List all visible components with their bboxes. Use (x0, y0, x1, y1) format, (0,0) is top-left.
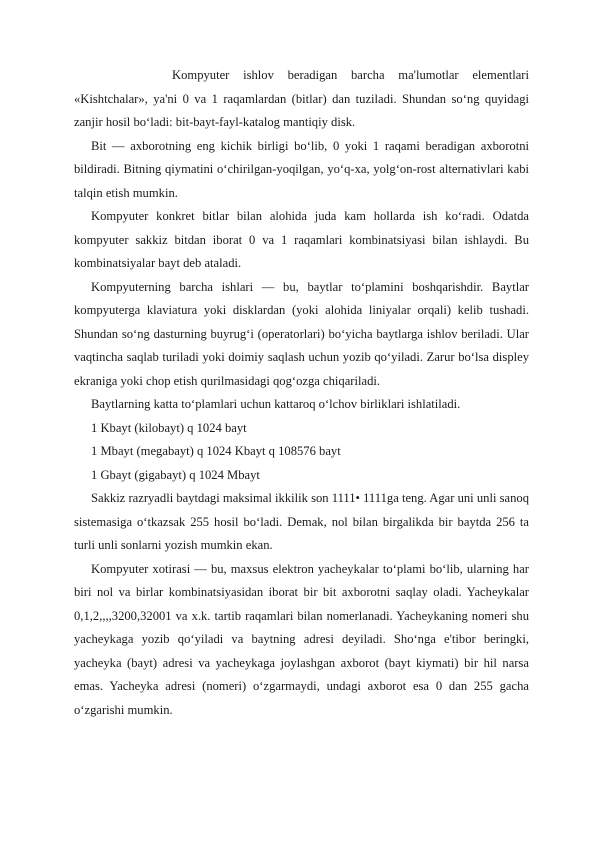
paragraph-memory: Kompyuter xotirasi — bu, maxsus elektron yacheykalar to‘plami bo‘lib, ularning har biri nol va birlar kombinatsiyasidan iborat bir bit axborotni saqlay oladi. Yacheykalar 0,1,2,,,,3200,32001 va x.k. tartib raqamlari bilan nomerlanadi. Yacheykaning nomeri shu yacheykaga yozib qo‘yiladi va baytning adresi deyiladi. Sho‘nga e'tibor beringki, yacheyka (bayt) adresi va yacheykaga joylashgan axborot (bayt kiymati) bir hil narsa emas. Yacheyka adresi (nomeri) o‘zgarmaydi, undagi axborot esa 0 dan 255 gacha o‘zgarishi mumkin. (74, 561, 529, 717)
paragraph-byte-processing: Kompyuterning barcha ishlari — bu, baytlar to‘plamini boshqarishdir. Baytlar kompyuterga klaviatura yoki disklardan (yoki alohida liniyalar orqali) kelib tushadi. Shundan so‘ng dasturning buyrug‘i (operatorlari) bo‘yicha baytlarga ishlov beriladi. Ular vaqtincha saqlab turiladi yoki doimiy saqlash uchun yozib qo‘yiladi. Zarur bo‘lsa displey ekraniga yoki chop etish qurilmasidagi qog‘ozga chiqariladi. (74, 279, 529, 388)
document-page (74, 64, 529, 722)
paragraph-bit-structure: Kompyuter ishlov beradigan barcha ma'lumotlar elementlari «Kishtchalar», ya'ni 0 va 1 raqamlardan (bitlar) dan tuziladi. Shundan so‘ng quyidagi zanjir hosil bo‘ladi: bit-bayt-fayl-katalog mantiqiy disk. (74, 68, 529, 129)
paragraph-units-intro: Baytlarning katta to‘plamlari uchun kattaroq o‘lchov birliklari ishlatiladi. (91, 397, 461, 411)
paragraph-byte-definition: Kompyuter konkret bitlar bilan alohida juda kam hollarda ish ko‘radi. Odatda kompyuter sakkiz bitdan iborat 0 va 1 raqamlari kombinatsiyasi bilan ishlaydi. Bu kombinatsiyalar bayt deb ataladi. (74, 209, 529, 270)
paragraph-bit-definition: Bit — axborotning eng kichik birligi bo‘lib, 0 yoki 1 raqami beradigan axborotni bildiradi. Bitning qiymatini o‘chirilgan-yoqilgan, yo‘q-xa, yolg‘on-rost alternativlari kabi talqin etish mumkin. (74, 138, 529, 200)
unit-gigabyte: 1 Gbayt (gigabayt) q 1024 Mbayt (91, 467, 260, 482)
unit-kilobyte: 1 Kbayt (kilobayt) q 1024 bayt (91, 420, 247, 435)
unit-megabyte: 1 Mbayt (megabayt) q 1024 Kbayt q 108576 bayt (91, 444, 341, 458)
paragraph-max-binary: Sakkiz razryadli baytdagi maksimal ikkilik son 1111• 1111ga teng. Agar uni unli sanoq sistemasiga o‘tkazsak 255 hosil bo‘ladi. Demak, nol bilan birgalikda bir baytda 256 ta turli unli sonlarni yozish mumkin ekan. (74, 491, 529, 552)
